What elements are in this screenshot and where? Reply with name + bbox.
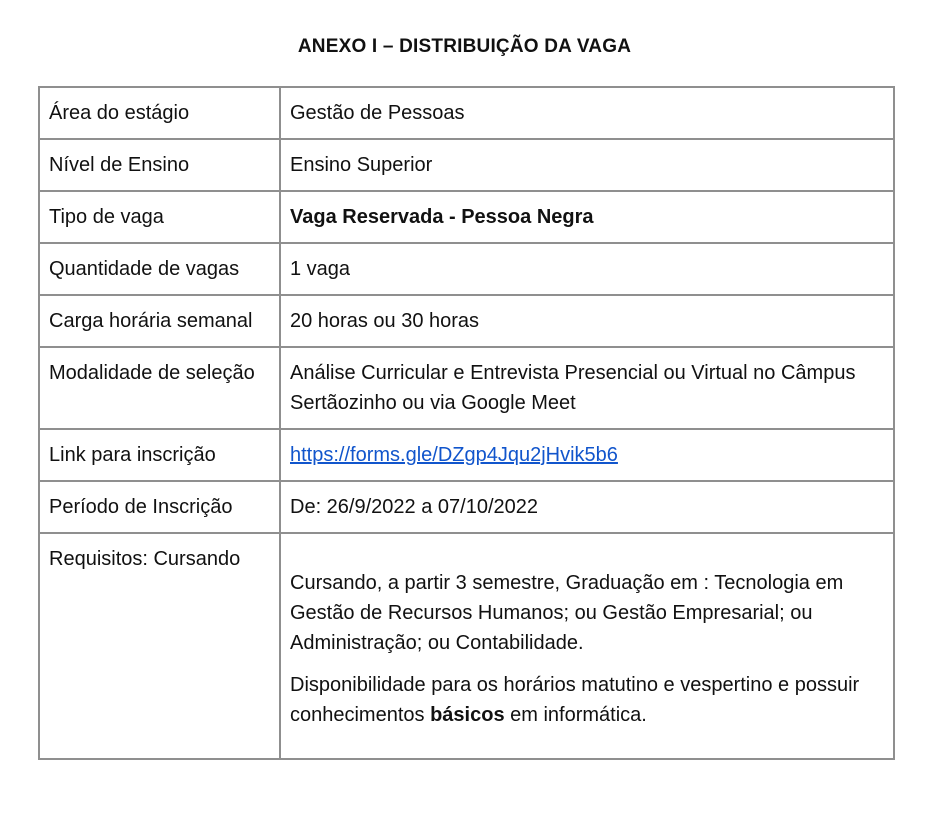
vacancy-table (38, 86, 895, 760)
document-title: ANEXO I – DISTRIBUIÇÃO DA VAGA (297, 36, 632, 57)
row-label-quantidade: Quantidade de vagas (39, 243, 280, 295)
table-row-tipo (39, 191, 894, 243)
row-value-quantidade: 1 vaga (280, 243, 894, 295)
table-row-periodo (39, 481, 894, 533)
requisitos-paragraph-2 (290, 670, 884, 730)
table-row-carga (39, 295, 894, 347)
row-label-carga: Carga horária semanal (39, 295, 280, 347)
requisitos-text-before: Disponibilidade para os horários matutino e vespertino e possuir conhecimentos (290, 674, 860, 726)
table-row-area (39, 87, 894, 139)
row-value-periodo: De: 26/9/2022 a 07/10/2022 (280, 481, 894, 533)
row-label-nivel: Nível de Ensino (39, 139, 280, 191)
row-label-modalidade: Modalidade de seleção (39, 347, 280, 429)
row-value-tipo: Vaga Reservada - Pessoa Negra (280, 191, 894, 243)
row-value-nivel: Ensino Superior (280, 139, 894, 191)
table-row-modalidade (39, 347, 894, 429)
row-value-modalidade: Análise Curricular e Entrevista Presencial ou Virtual no Câmpus Sertãozinho ou via Google Meet (280, 347, 894, 429)
row-value-area: Gestão de Pessoas (280, 87, 894, 139)
row-label-area: Área do estágio (39, 87, 280, 139)
table-row-requisitos (39, 533, 894, 759)
table-row-quantidade (39, 243, 894, 295)
row-value-requisitos (280, 533, 894, 759)
row-value-carga: 20 horas ou 30 horas (280, 295, 894, 347)
requisitos-paragraph-1: Cursando, a partir 3 semestre, Graduação em : Tecnologia em Gestão de Recursos Humanos; ou Gestão Empresarial; ou Administração; ou Contabilidade. (290, 572, 844, 654)
row-label-tipo: Tipo de vaga (39, 191, 280, 243)
requisitos-text-after: em informática. (504, 704, 647, 726)
row-value-link (280, 429, 894, 481)
row-label-requisitos: Requisitos: Cursando (39, 533, 280, 759)
registration-link[interactable]: https://forms.gle/DZgp4Jqu2jHvik5b6 (290, 444, 618, 466)
table-row-link (39, 429, 894, 481)
table-row-nivel (39, 139, 894, 191)
row-label-periodo: Período de Inscrição (39, 481, 280, 533)
row-label-link: Link para inscrição (39, 429, 280, 481)
requisitos-text-bold: básicos (430, 704, 505, 726)
